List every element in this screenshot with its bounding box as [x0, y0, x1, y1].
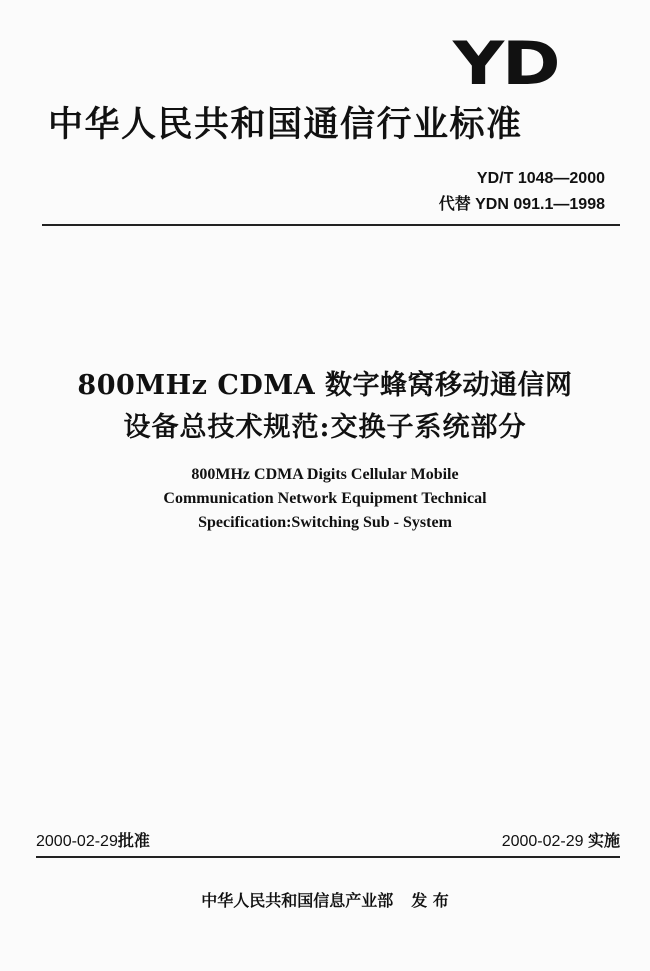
approval-date	[36, 834, 150, 850]
implementation-date-value: 2000-02-29	[501, 833, 584, 850]
document-title-en-line1: 800MHz CDMA Digits Cellular Mobile	[191, 466, 459, 483]
standard-number: YD/T 1048—2000	[476, 170, 605, 187]
industry-standard-title: 中华人民共和国通信行业标准	[48, 105, 523, 145]
publisher-name: 中华人民共和国信息产业部	[201, 891, 394, 910]
approval-date-value: 2000-02-29	[36, 833, 118, 850]
footer-divider	[36, 856, 620, 858]
publisher-line	[0, 893, 650, 909]
document-title-en	[0, 463, 650, 535]
implementation-date	[502, 834, 620, 850]
approval-label: 批准	[117, 833, 150, 850]
document-title-en-line2: Communication Network Equipment Technical	[163, 490, 487, 507]
header-divider	[42, 224, 620, 226]
document-title-zh-line1: 800MHz CDMA 数字蜂窝移动通信网	[77, 370, 573, 401]
document-title-zh-line2: 设备总技术规范:交换子系统部分	[123, 412, 527, 443]
yd-logo: YD	[452, 29, 558, 99]
implementation-label: 实施	[587, 833, 620, 850]
document-title-en-line3: Specification:Switching Sub - System	[198, 514, 452, 531]
replaces-standard: 代替 YDN 091.1—1998	[438, 196, 605, 213]
publish-label: 发 布	[411, 891, 449, 910]
